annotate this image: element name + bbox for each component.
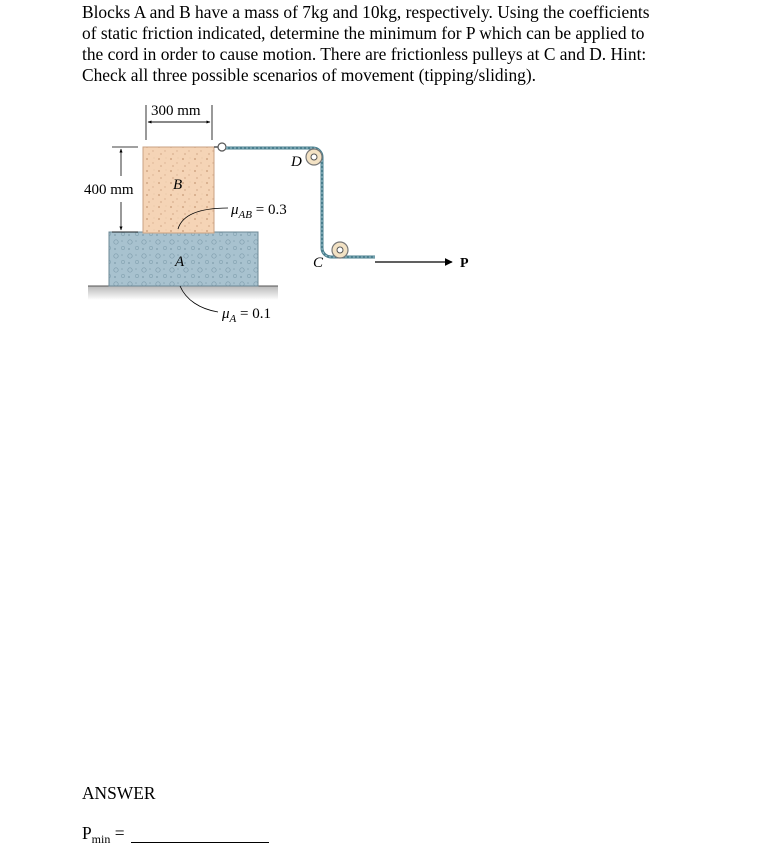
problem-line-2: of static friction indicated, determine the minimum for P which can be applied to — [82, 23, 645, 43]
pmin-subscript: min — [91, 832, 111, 846]
block-b-label: B — [173, 177, 183, 193]
pulley-c-label: C — [313, 255, 324, 271]
ground-surface — [88, 286, 278, 300]
pmin-answer-line — [82, 823, 269, 847]
mu-a-label: $\mu_A = 0.1$ — [222, 306, 271, 325]
mu-ab-label: $\mu_{AB} = 0.3$ — [231, 202, 287, 221]
block-a-label: A — [175, 254, 185, 270]
answer-heading: ANSWER — [82, 783, 156, 803]
pmin-answer-blank[interactable] — [131, 824, 269, 843]
cord-attachment-eye — [218, 143, 226, 151]
problem-line-3: the cord in order to cause motion. There are frictionless pulleys at C and D. Hint: — [82, 44, 647, 64]
pmin-symbol: P — [82, 823, 92, 843]
height-label: 400 mm — [84, 182, 134, 198]
problem-line-4: Check all three possible scenarios of movement (tipping/sliding). — [82, 65, 536, 85]
problem-line-1: Blocks A and B have a mass of 7kg and 10kg, respectively. Using the coefficients — [82, 2, 650, 22]
pmin-equals: = — [110, 823, 125, 843]
width-label: 300 mm — [151, 103, 201, 119]
force-p-label: P — [460, 256, 469, 271]
pulley-d-label: D — [291, 154, 302, 170]
